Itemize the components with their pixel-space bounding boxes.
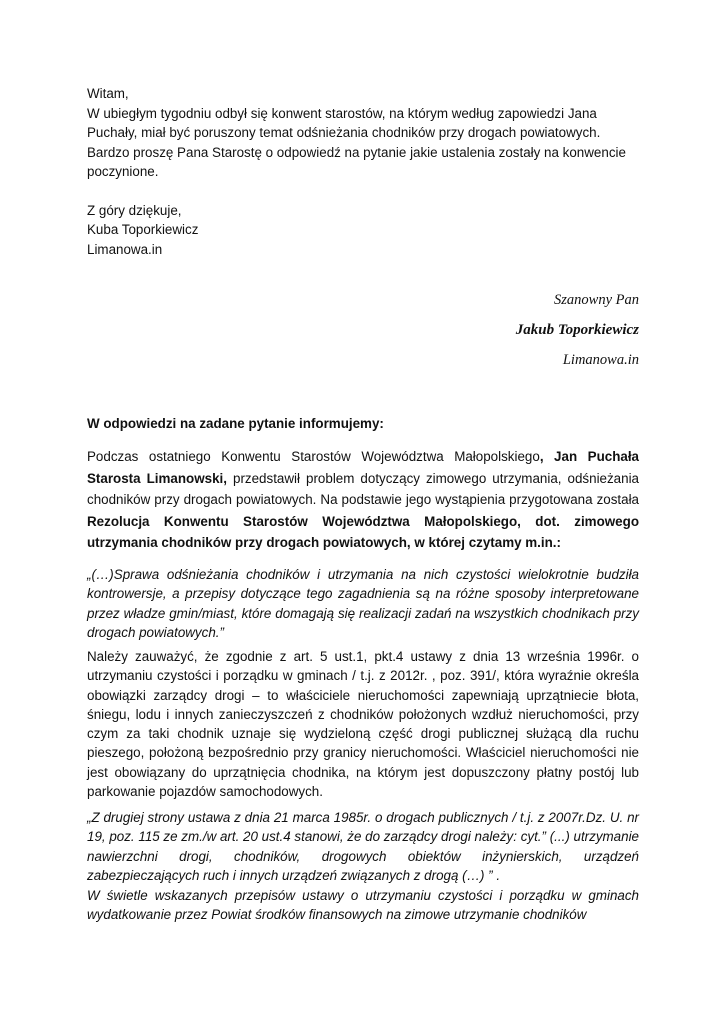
email-greeting: Witam,	[87, 86, 129, 101]
email-line: Puchały, miał być poruszony temat odśnieżania chodników przy drogach powiatowych.	[87, 125, 601, 140]
quote-1: „(…)Sprawa odśnieżania chodników i utrzymania na nich czystości wielokrotnie budziła kontrowersje, a przepisy dotyczące tego zagadnienia są na różne sposoby interpretowane przez władze gmin/miast, które domagają się realizacji zadań na wszystkich chodnikach przy drogach powiatowych.”	[87, 567, 639, 640]
email-sender-org: Limanowa.in	[87, 241, 163, 257]
paragraph-1	[87, 446, 639, 554]
paragraph-1-starosta: , Jan Puchała Starosta Limanowski,	[87, 449, 639, 486]
email-line: W ubiegłym tygodniu odbył się konwent starostów, na którym według zapowiedzi Jana	[87, 105, 597, 121]
email-block	[87, 84, 639, 259]
paragraph-3: W świetle wskazanych przepisów ustawy o utrzymaniu czystości i porządku w gminach wydatkowanie przez Powiat środków finansowych na zimowe utrzymanie chodników	[87, 888, 639, 923]
paragraph-1-body: przedstawił problem dotyczący zimowego utrzymania, odśnieżania chodników przy drogach powiatowych. Na podstawie jego wystąpienia przygotowana została	[87, 470, 640, 507]
email-line: Bardzo proszę Pana Starostę o odpowiedź na pytanie jakie ustalenia zostały na konwencie	[87, 144, 626, 160]
recipient-org: Limanowa.in	[562, 352, 639, 368]
email-closing: Z góry dziękuje,	[87, 202, 182, 218]
paragraph-2: Należy zauważyć, że zgodnie z art. 5 ust.1, pkt.4 ustawy z dnia 13 września 1996r. o utrzymaniu czystości i porządku w gminach / t.j. z 2012r. , poz. 391/, która wyraźnie określa obowiązki zarządcy drogi – to właściciele nieruchomości zapewniają uprzątniecie błota, śniegu, lodu i innych zanieczyszczeń z chodników położonych wzdłuż nieruchomości, przy czym za taki chodnik uznaje się wydzieloną część drogi publicznej służącą dla ruchu pieszego, położoną bezpośrednio przy granicy nieruchomości. Właściciel nieruchomości nie jest obowiązany do uprzątnięcia chodnika, na którym jest dopuszczony płatny postój lub parkowanie pojazdów samochodowych.	[87, 649, 639, 800]
reply-heading: W odpowiedzi na zadane pytanie informujemy:	[87, 416, 384, 431]
paragraph-1-intro: Podczas ostatniego Konwentu Starostów Województwa Małopolskiego	[87, 449, 540, 464]
salutation: Szanowny Pan	[554, 292, 639, 308]
recipient-name: Jakub Toporkiewicz	[515, 322, 639, 338]
email-line: poczynione.	[87, 164, 159, 179]
paragraph-1-resolution: Rezolucja Konwentu Starostów Województwa Małopolskiego, dot. zimowego utrzymania chodników przy drogach powiatowych, w której czytamy m.in.:	[87, 513, 639, 550]
email-sender-name: Kuba Toporkiewicz	[87, 222, 199, 237]
quote-2: „Z drugiej strony ustawa z dnia 21 marca 1985r. o drogach publicznych / t.j. z 2007r.Dz. U. nr 19, poz. 115 ze zm./w art. 20 ust.4 stanowi, że do zarządcy drogi należy: cyt.” (...) utrzymanie nawierzchni drogi, chodników, drogowych obiektów inżynierskich, urządzeń zabezpieczających ruch i innych urządzeń związanych z drogą (…) ” .	[87, 810, 639, 883]
